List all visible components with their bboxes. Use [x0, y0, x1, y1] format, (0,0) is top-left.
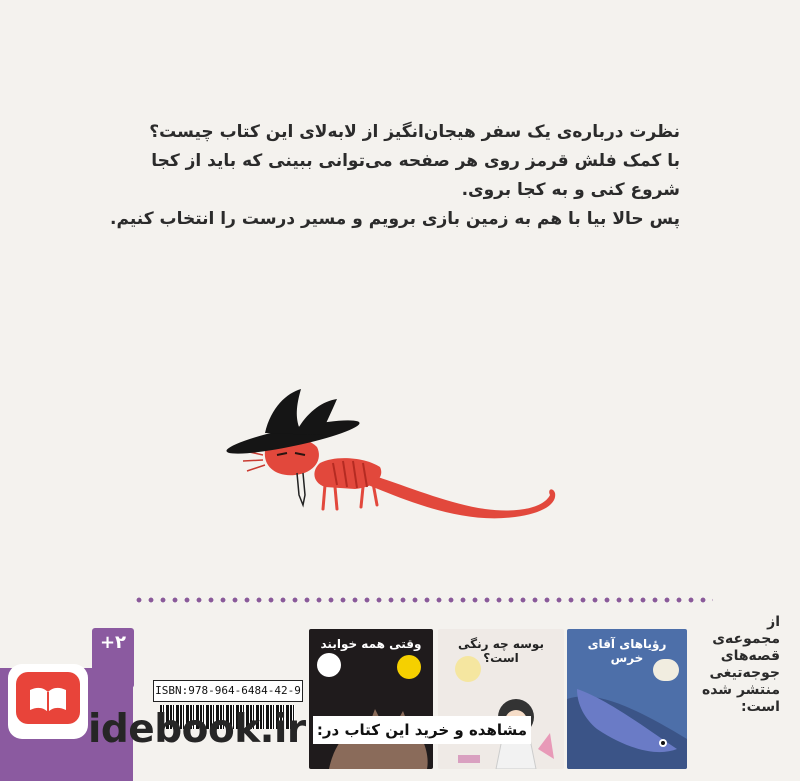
isbn-label: ISBN:978-964-6484-42-9	[153, 680, 303, 702]
blurb-line: شروع کنی و به کجا بروی.	[461, 180, 680, 200]
book-blurb	[80, 118, 680, 234]
book-cover-what-color-is-kiss[interactable]	[438, 629, 564, 769]
age-label: +۲	[99, 632, 127, 653]
series-label-line: قصه‌های	[720, 648, 780, 664]
book-cover-when-everyone-sleeps[interactable]	[309, 629, 433, 769]
blurb-line: با کمک فلش قرمز روی هر صفحه می‌توانی ببینی که باید از کجا	[151, 151, 680, 171]
book-cover-mr-bear-dreams[interactable]	[567, 629, 687, 769]
blurb-line: نظرت درباره‌ی یک سفر هیجان‌انگیز از لابه‌لای این کتاب چیست؟	[149, 122, 680, 142]
idebook-cta[interactable]: مشاهده و خرید این کتاب در:	[313, 716, 531, 744]
idebook-logo-icon	[8, 664, 88, 739]
book-cover-title: رؤیاهای آقای خرس	[587, 637, 667, 665]
book-cover-title: وقتی همه خوابند	[320, 637, 422, 651]
idebook-site-name[interactable]: idebook.ir	[88, 707, 306, 752]
age-badge	[92, 628, 134, 688]
series-label	[700, 614, 780, 716]
series-label-line: از مجموعه‌ی	[712, 614, 780, 647]
series-label-line: منتشر شده	[701, 682, 780, 698]
book-cover-title: بوسه چه رنگی است؟	[458, 637, 544, 665]
blurb-line: پس حالا بیا با هم به زمین بازی برویم و مسیر درست را انتخاب کنیم.	[110, 209, 680, 229]
series-label-line: جوجه‌تیغی	[709, 665, 780, 681]
series-label-line: است:	[741, 699, 780, 715]
dotted-divider	[133, 596, 713, 604]
cat-illustration	[225, 385, 570, 525]
